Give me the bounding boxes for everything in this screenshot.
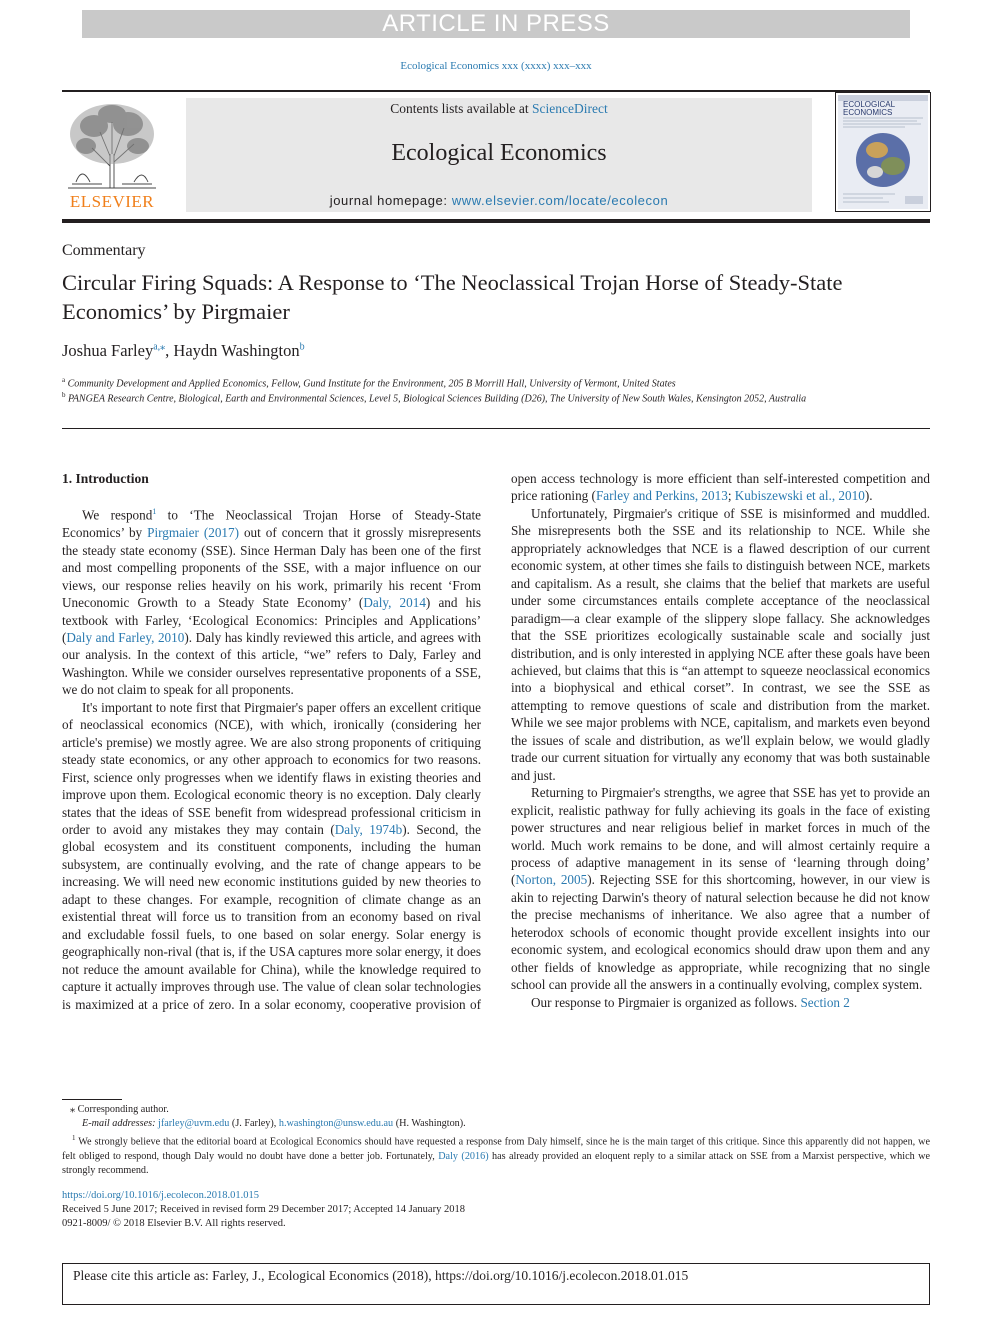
author-list: Joshua Farley$^{a,⁎}$, Haydn Washington$^b$ [62,341,305,360]
article-head-rule [62,428,930,429]
corresponding-author-note: ⁎ Corresponding author. [70,1104,169,1115]
elsevier-logo [62,96,162,214]
paragraph: We respond$^1$ to ‘The Neoclassical Trojan Horse of Steady-State Economics’ by Pirgmaier (2017) out of concern that it grossly misrepresents the steady state economy (SSE). Since Herman Daly has been one of the first and most compelling proponents of the SSE, with a major influence on our views, our response relies heavily on his work, primarily his recent ‘From Uneconomic Growth to a Steady State Economy’ (Daly, 2014) and his textbook with Farley, ‘Ecological Economics: Principles and Applications’ (Daly and Farley, 2010). Daly has kindly reviewed this article, and agrees with our analysis. In the context of this article, “we” refers to Daly, Farley and Washington. While we consider ourselves representative proponents of a SSE, we do not claim to speak for all proponents. [62,507,482,698]
author-affiliation-mark[interactable]: a,⁎ [153,341,166,353]
article-title: Circular Firing Squads: A Response to ‘The Neoclassical Trojan Horse of Steady-State Economics’ by Pirgmaier [62,270,843,324]
journal-reference[interactable]: Ecological Economics xxx (xxxx) xxx–xxx [400,60,592,72]
email-link[interactable]: h.washington@unsw.edu.au [278,1118,394,1129]
homepage-prefix: journal homepage: [329,193,452,208]
section-heading-introduction: 1. Introduction [62,471,149,486]
elsevier-wordmark: ELSEVIER [69,192,155,211]
paragraph: Returning to Pirgmaier's strengths, we agree that SSE has yet to provide an explicit, realistic pathway for fully achieving its goals in the face of existing power structures and near religious belief in market forces in much of the world. Much work remains to be done, and will almost certainly require a process of adaptive management in its sense of ‘learning through doing’ (Norton, 2005). Rejecting SSE for this shortcoming, however, in our view is akin to rejecting Darwin's theory of natural selection because he did not know the precise mechanisms of inheritance. We also agree that a number of heterodox schools of economic thought provide excellent insights into our economic system, and ecological economics should draw upon them and any other fields of knowledge as appropriate, while recognizing that no single school can provide all the answers in a continually evolving, complex system. [511,785,930,993]
article-in-press-banner: ARTICLE IN PRESS [82,10,910,38]
affiliation-text: Community Development and Applied Economics, Fellow, Gund Institute for the Environment, 205 B Morrill Hall, University of Vermont, United States [67,378,676,390]
citation-link[interactable]: Daly (2016) [438,1150,489,1162]
cite-text: Please cite this article as: Farley, J., Ecological Economics (2018), https://doi.org/10.1016/j.ecolecon.2018.01.015 [73,1268,689,1283]
sciencedirect-link[interactable]: ScienceDirect [532,101,608,116]
citation-link[interactable]: Daly, 1974b [334,822,403,837]
body-column-left [62,470,481,1013]
cover-title-line1: ECOLOGICAL [843,100,896,109]
citation-link[interactable]: Kubiszewski et al., 2010 [734,488,865,504]
copyright: 0921-8009/ © 2018 Elsevier B.V. All rights reserved. [62,1218,286,1229]
affiliation-b [62,388,822,407]
cover-title-line2: ECONOMICS [843,108,893,117]
author-name: Joshua Farley [62,341,154,360]
journal-cover[interactable] [835,92,931,212]
email-addresses: E-mail addresses: jfarley@uvm.edu (J. Farley), h.washington@unsw.edu.au (H. Washington). [82,1118,466,1129]
email-link[interactable]: jfarley@uvm.edu [158,1118,230,1129]
author-name: Haydn Washington [173,341,300,360]
contents-prefix: Contents lists available at [390,101,532,116]
homepage-link[interactable]: www.elsevier.com/locate/ecolecon [451,193,669,208]
section-link[interactable]: Section 2 [800,994,850,1010]
citation-link[interactable]: Daly and Farley, 2010 [66,630,185,646]
doi-link[interactable]: https://doi.org/10.1016/j.ecolecon.2018.01.015 [62,1190,259,1201]
paragraph: Our response to Pirgmaier is organized as follows. Section 2 [531,994,850,1010]
section-type: Commentary [62,242,146,259]
footnote-1: $^1$ We strongly believe that the editorial board at Ecological Economics should have requested a response from Daly himself, since he is the main target of this critique. Since this apparently did not happen, we felt obliged to respond, though Daly would no doubt have done a better job. Fortunately, Daly (2016) has already provided an eloquent reply to a similar attack on SSE from a Marxist perspective, which we strongly recommend. [62,1134,930,1177]
citation-link[interactable]: Pirgmaier (2017) [147,525,239,541]
journal-title: Ecological Economics [391,140,607,166]
paragraph: It's important to note first that Pirgmaier's paper offers an excellent critique of neoclassical economics (NCE), with which, ironically (considering her article's premise) we mostly agree. We are also strong proponents of critiquing steady state economics, or any other approach to economics for two reasons. First, science only progresses when we identify flaws in existing theories and improve upon them. Ecological economic theory is no exception. Daly clearly states that the ideas of SSE benefit from widespread professional criticism in order to avoid any mistakes they may contain (Daly, 1974b). Second, the global ecosystem and its constituent components, including the human subsystem, are continually evolving, and the rate of change appears to be increasing. We will need new economic institutions guided by new theories to adapt to these changes. For example, recognition of climate change as an existential threat will force us to transition from an economy based on rival and excludable fossil fuels, to one based on solar energy. Solar energy is geographically non-rival (that is, if the USA captures more solar energy, it does not reduce the amount available for China), while the knowledge required to capture it actually improves through use. The value of clean solar technologies is maximized at a price of zero. In a solar economy, cooperative provision of [62,699,482,1012]
paragraph: Unfortunately, Pirgmaier's critique of SSE is misinformed and muddled. She misrepresents both the SSE and its relationship to NCE. While she appropriately acknowledges that NCE is a flawed description of our current economic system, at other times she fails to distinguish between NCE, markets and capitalism. As a result, she claims that the belief that markets are useful under some circumstances entails complete acceptance of the neoclassical paradigm—a clear example of the slippery slope fallacy. She acknowledges that the SSE prioritizes ecologically sustainable scale and socially just distribution, and is only interested in applying NCE after these goals have been achieved, but claims that this is “an attempt to squeeze neoclassical economics into a biophysical and ethical corset”. In contrast, we see the SSE as attempting to remove questions of scale and distribution from the market. While we see major problems with NCE, capitalism, and markets even beyond the issues of scale and distribution, as we'll explain below, we would gladly trade our current situation for virtually any economy that was both sustainable and just. [511,505,930,783]
cover-title [843,101,895,117]
contents-line [186,101,812,117]
affiliation-mark: a [62,376,66,384]
author-affiliation-mark[interactable]: b [299,341,305,353]
header-thick-rule [62,219,930,223]
footnote-rule [62,1099,122,1100]
affiliation-mark: b [62,391,66,399]
citation-link[interactable]: Farley and Perkins, 2013 [595,488,728,504]
citation-link[interactable]: Norton, 2005 [515,872,588,888]
header-top-rule [62,90,930,92]
footnote-mark[interactable]: 1 [152,507,157,517]
citation-link[interactable]: Daly, 2014 [363,595,426,611]
journal-homepage [186,193,812,208]
affiliation-text: PANGEA Research Centre, Biological, Earth and Environmental Sciences, Level 5, Biological Sciences Building (D26), The University of New South Wales, Kensington 2052, Australia [68,393,807,405]
body-column-right [511,470,930,1011]
received-dates: Received 5 June 2017; Received in revised form 29 December 2017; Accepted 14 January 2018 [62,1204,465,1215]
paragraph-continued: open access technology is more efficient than self-interested competition and price rationing (Farley and Perkins, 2013; Kubiszewski et al., 2010). [511,471,930,504]
